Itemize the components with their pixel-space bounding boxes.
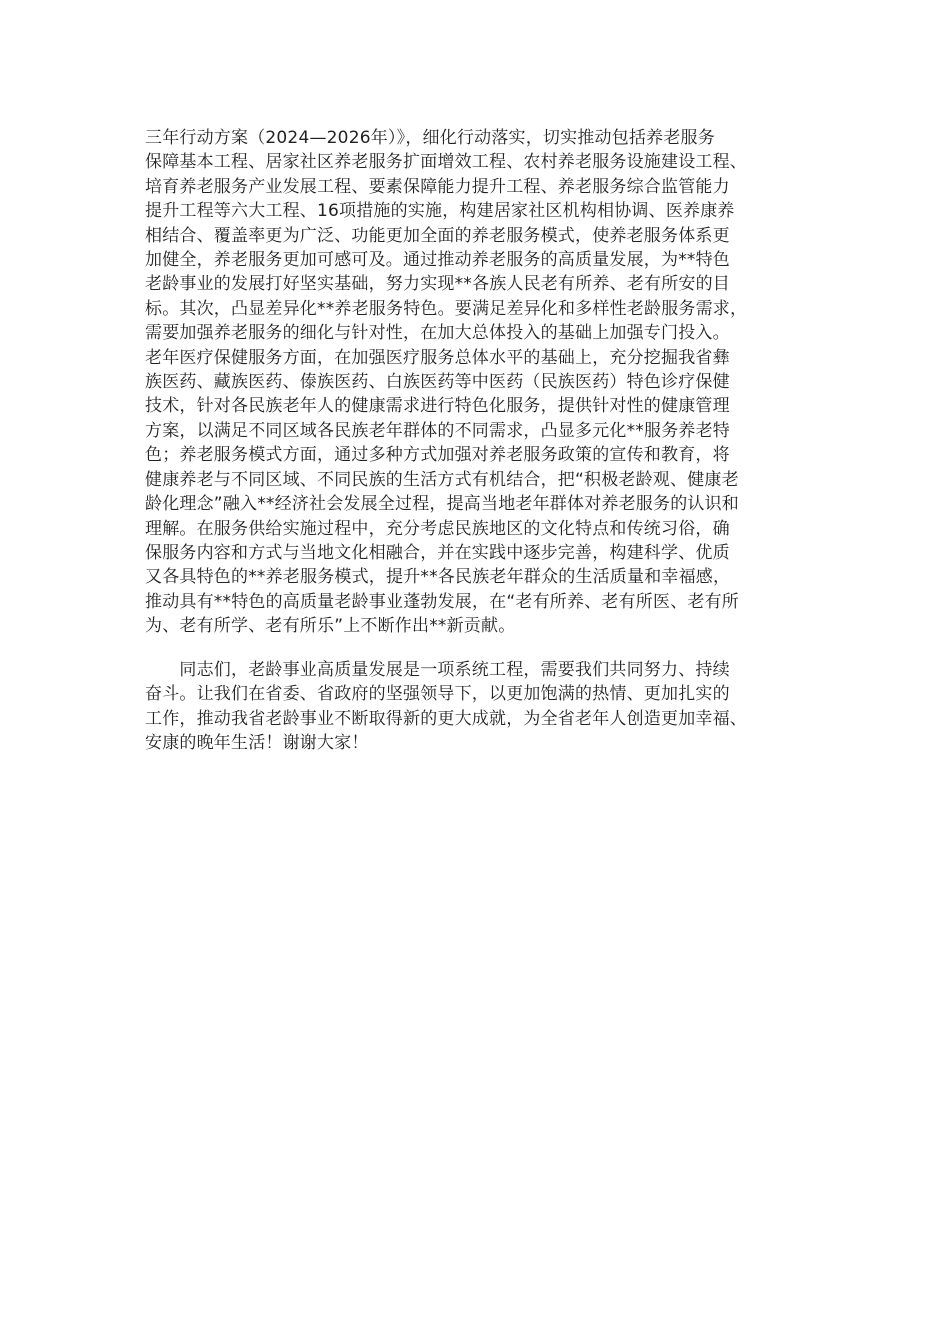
text-line: 老年医疗保健服务方面，在加强医疗服务总体水平的基础上，充分挖掘我省彝 (145, 347, 730, 368)
text-line: 工作，推动我省老龄事业不断取得新的更大成就，为全省老年人创造更加幸福、 (145, 708, 747, 729)
text-line: 方案，以满足不同区域各民族老年群体的不同需求，凸显多元化**服务养老特 (145, 420, 730, 441)
paragraph-2 (145, 658, 825, 756)
text-line: 色；养老服务模式方面，通过多种方式加强对养老服务政策的宣传和教育，将 (145, 445, 730, 466)
text-line: 推动具有**特色的高质量老龄事业蓬勃发展，在“老有所养、老有所医、老有所 (145, 591, 740, 612)
text-line: 安康的晚年生活！谢谢大家！ (145, 733, 369, 754)
text-line: 同志们，老龄事业高质量发展是一项系统工程，需要我们共同努力、持续 (145, 660, 730, 680)
text-line: 技术，针对各民族老年人的健康需求进行特色化服务，提供针对性的健康管理 (145, 396, 730, 417)
text-line: 又各具特色的**养老服务模式，提升**各民族老年群众的生活质量和幸福感， (145, 567, 731, 588)
text-line: 龄化理念”融入**经济社会发展全过程，提高当地老年群体对养老服务的认识和 (145, 494, 740, 515)
text-line: 保障基本工程、居家社区养老服务扩面增效工程、农村养老服务设施建设工程、 (145, 152, 747, 173)
text-line: 需要加强养老服务的细化与针对性，在加大总体投入的基础上加强专门投入。 (145, 323, 730, 344)
text-line: 为、老有所学、老有所乐”上不断作出**新贡献。 (145, 616, 516, 637)
text-line: 三年行动方案（2024—2026年）》，细化行动落实，切实推动包括养老服务 (145, 128, 715, 148)
text-line: 健康养老与不同区域、不同民族的生活方式有机结合，把“积极老龄观、健康老 (145, 469, 739, 490)
text-line: 奋斗。让我们在省委、省政府的坚强领导下，以更加饱满的热情、更加扎实的 (145, 684, 730, 705)
text-line: 老龄事业的发展打好坚实基础，努力实现**各族人民老有所养、老有所安的目 (145, 274, 730, 295)
text-line: 保服务内容和方式与当地文化相融合，并在实践中逐步完善，构建科学、优质 (145, 542, 730, 563)
text-line: 相结合、覆盖率更为广泛、功能更加全面的养老服务模式，使养老服务体系更 (145, 225, 730, 246)
paragraph-1 (145, 126, 825, 639)
text-line: 标。其次，凸显差异化**养老服务特色。要满足差异化和多样性老龄服务需求， (145, 298, 748, 319)
text-line: 提升工程等六大工程、16项措施的实施，构建居家社区机构相协调、医养康养 (145, 201, 735, 222)
text-line: 理解。在服务供给实施过程中，充分考虑民族地区的文化特点和传统习俗，确 (145, 518, 730, 539)
text-line: 加健全，养老服务更加可感可及。通过推动养老服务的高质量发展，为**特色 (145, 250, 730, 271)
text-line: 族医药、藏族医药、傣族医药、白族医药等中医药（民族医药）特色诊疗保健 (145, 372, 730, 393)
text-line: 培育养老服务产业发展工程、要素保障能力提升工程、养老服务综合监管能力 (145, 176, 730, 197)
